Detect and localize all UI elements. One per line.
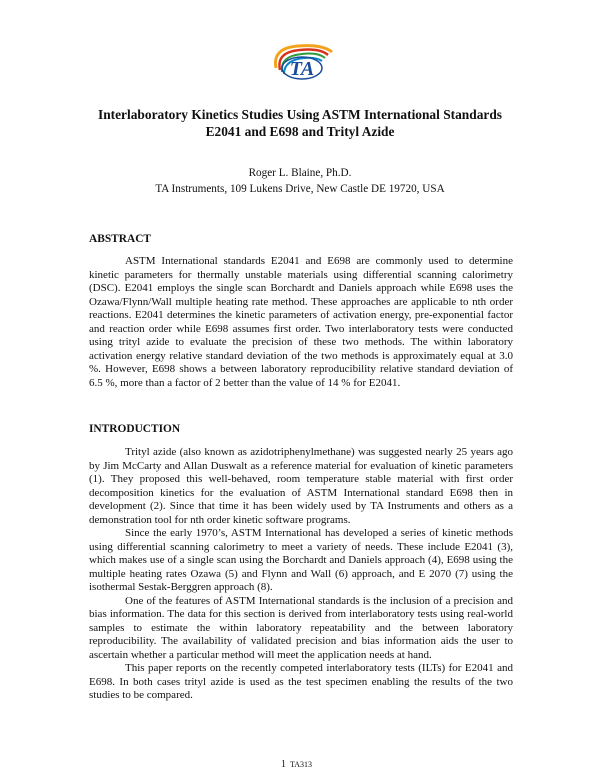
paper-title-line-2: E2041 and E698 and Trityl Azide (205, 124, 395, 139)
abstract-text-block (89, 255, 513, 390)
page-number: 1 (281, 759, 286, 770)
logo-text: TA (289, 58, 315, 80)
introduction-paragraph-4: This paper reports on the recently competed interlaboratory tests (ILTs) for E2041 and E698. In both cases trityl azide is used as the test specimen enabling the results of the two studies to be compared. (89, 662, 513, 701)
paper-title-line-1: Interlaboratory Kinetics Studies Using ASTM International Standards (98, 107, 502, 122)
abstract-heading: ABSTRACT (89, 233, 152, 245)
introduction-text-block (89, 446, 513, 703)
author-name: Roger L. Blaine, Ph.D. (248, 167, 352, 179)
author-block (40, 165, 560, 197)
introduction-paragraph-3: One of the features of ASTM International standards is the inclusion of a precision and bias information. The data for this section is derived from interlaboratory tests using real-world samples to estimate the within laboratory repeatability and the between laboratory reproducibility. The availability of validated precision and bias information aids the user to ascertain whether a particular method will meet the application needs at hand. (89, 594, 513, 661)
page-footer (281, 759, 312, 770)
introduction-paragraph-2: Since the early 1970’s, ASTM International has developed a series of kinetic methods using differential scanning calorimetry to meet a variety of needs. These include E2041 (3), which makes use of a single scan using the Borchardt and Daniels approach (4), E698 using the multiple heating rates Ozawa (5) and Flynn and Wall (6) approach, and E 2070 (7) using the isothermal Sestak-Berggren approach (8). (89, 527, 513, 593)
introduction-paragraph-1: Trityl azide (also known as azidotriphenylmethane) was suggested nearly 25 years ago by Jim McCarty and Allan Duswalt as a reference material for evaluation of kinetic parameters (1). They proposed this well-behaved, room temperature stable material with first order decomposition kinetics for the evaluation of ASTM International standard E698 then in development (2). Since that time it has been widely used by TA Instruments and others as a demonstration tool for nth order kinetic software programs. (89, 446, 513, 526)
author-affiliation: TA Instruments, 109 Lukens Drive, New Castle DE 19720, USA (155, 183, 445, 195)
abstract-paragraph: ASTM International standards E2041 and E698 are commonly used to determine kinetic parameters for thermally unstable materials using differential scanning calorimetry (DSC). E2041 employs the single scan Borchardt and Daniels approach while E698 uses the Ozawa/Flynn/Wall multiple heating rate method. These approaches are applicable to nth order reactions. E2041 determines the kinetic parameters of activation energy, pre-exponential factor and reaction order while E698 assumes first order. Two interlaboratory tests were conducted using trityl azide to evaluate the precision of these two methods. The within laboratory activation energy relative standard deviation of the two methods is approximately equal at 3.0 %. However, E698 shows a between laboratory reproducibility relative standard deviation of 6.5 %, more than a factor of 2 better than the value of 14 % for E2041. (89, 255, 513, 389)
ta-instruments-logo (262, 38, 342, 82)
introduction-heading: INTRODUCTION (89, 423, 181, 435)
document-code: TA313 (290, 760, 313, 769)
paper-title (40, 106, 560, 140)
